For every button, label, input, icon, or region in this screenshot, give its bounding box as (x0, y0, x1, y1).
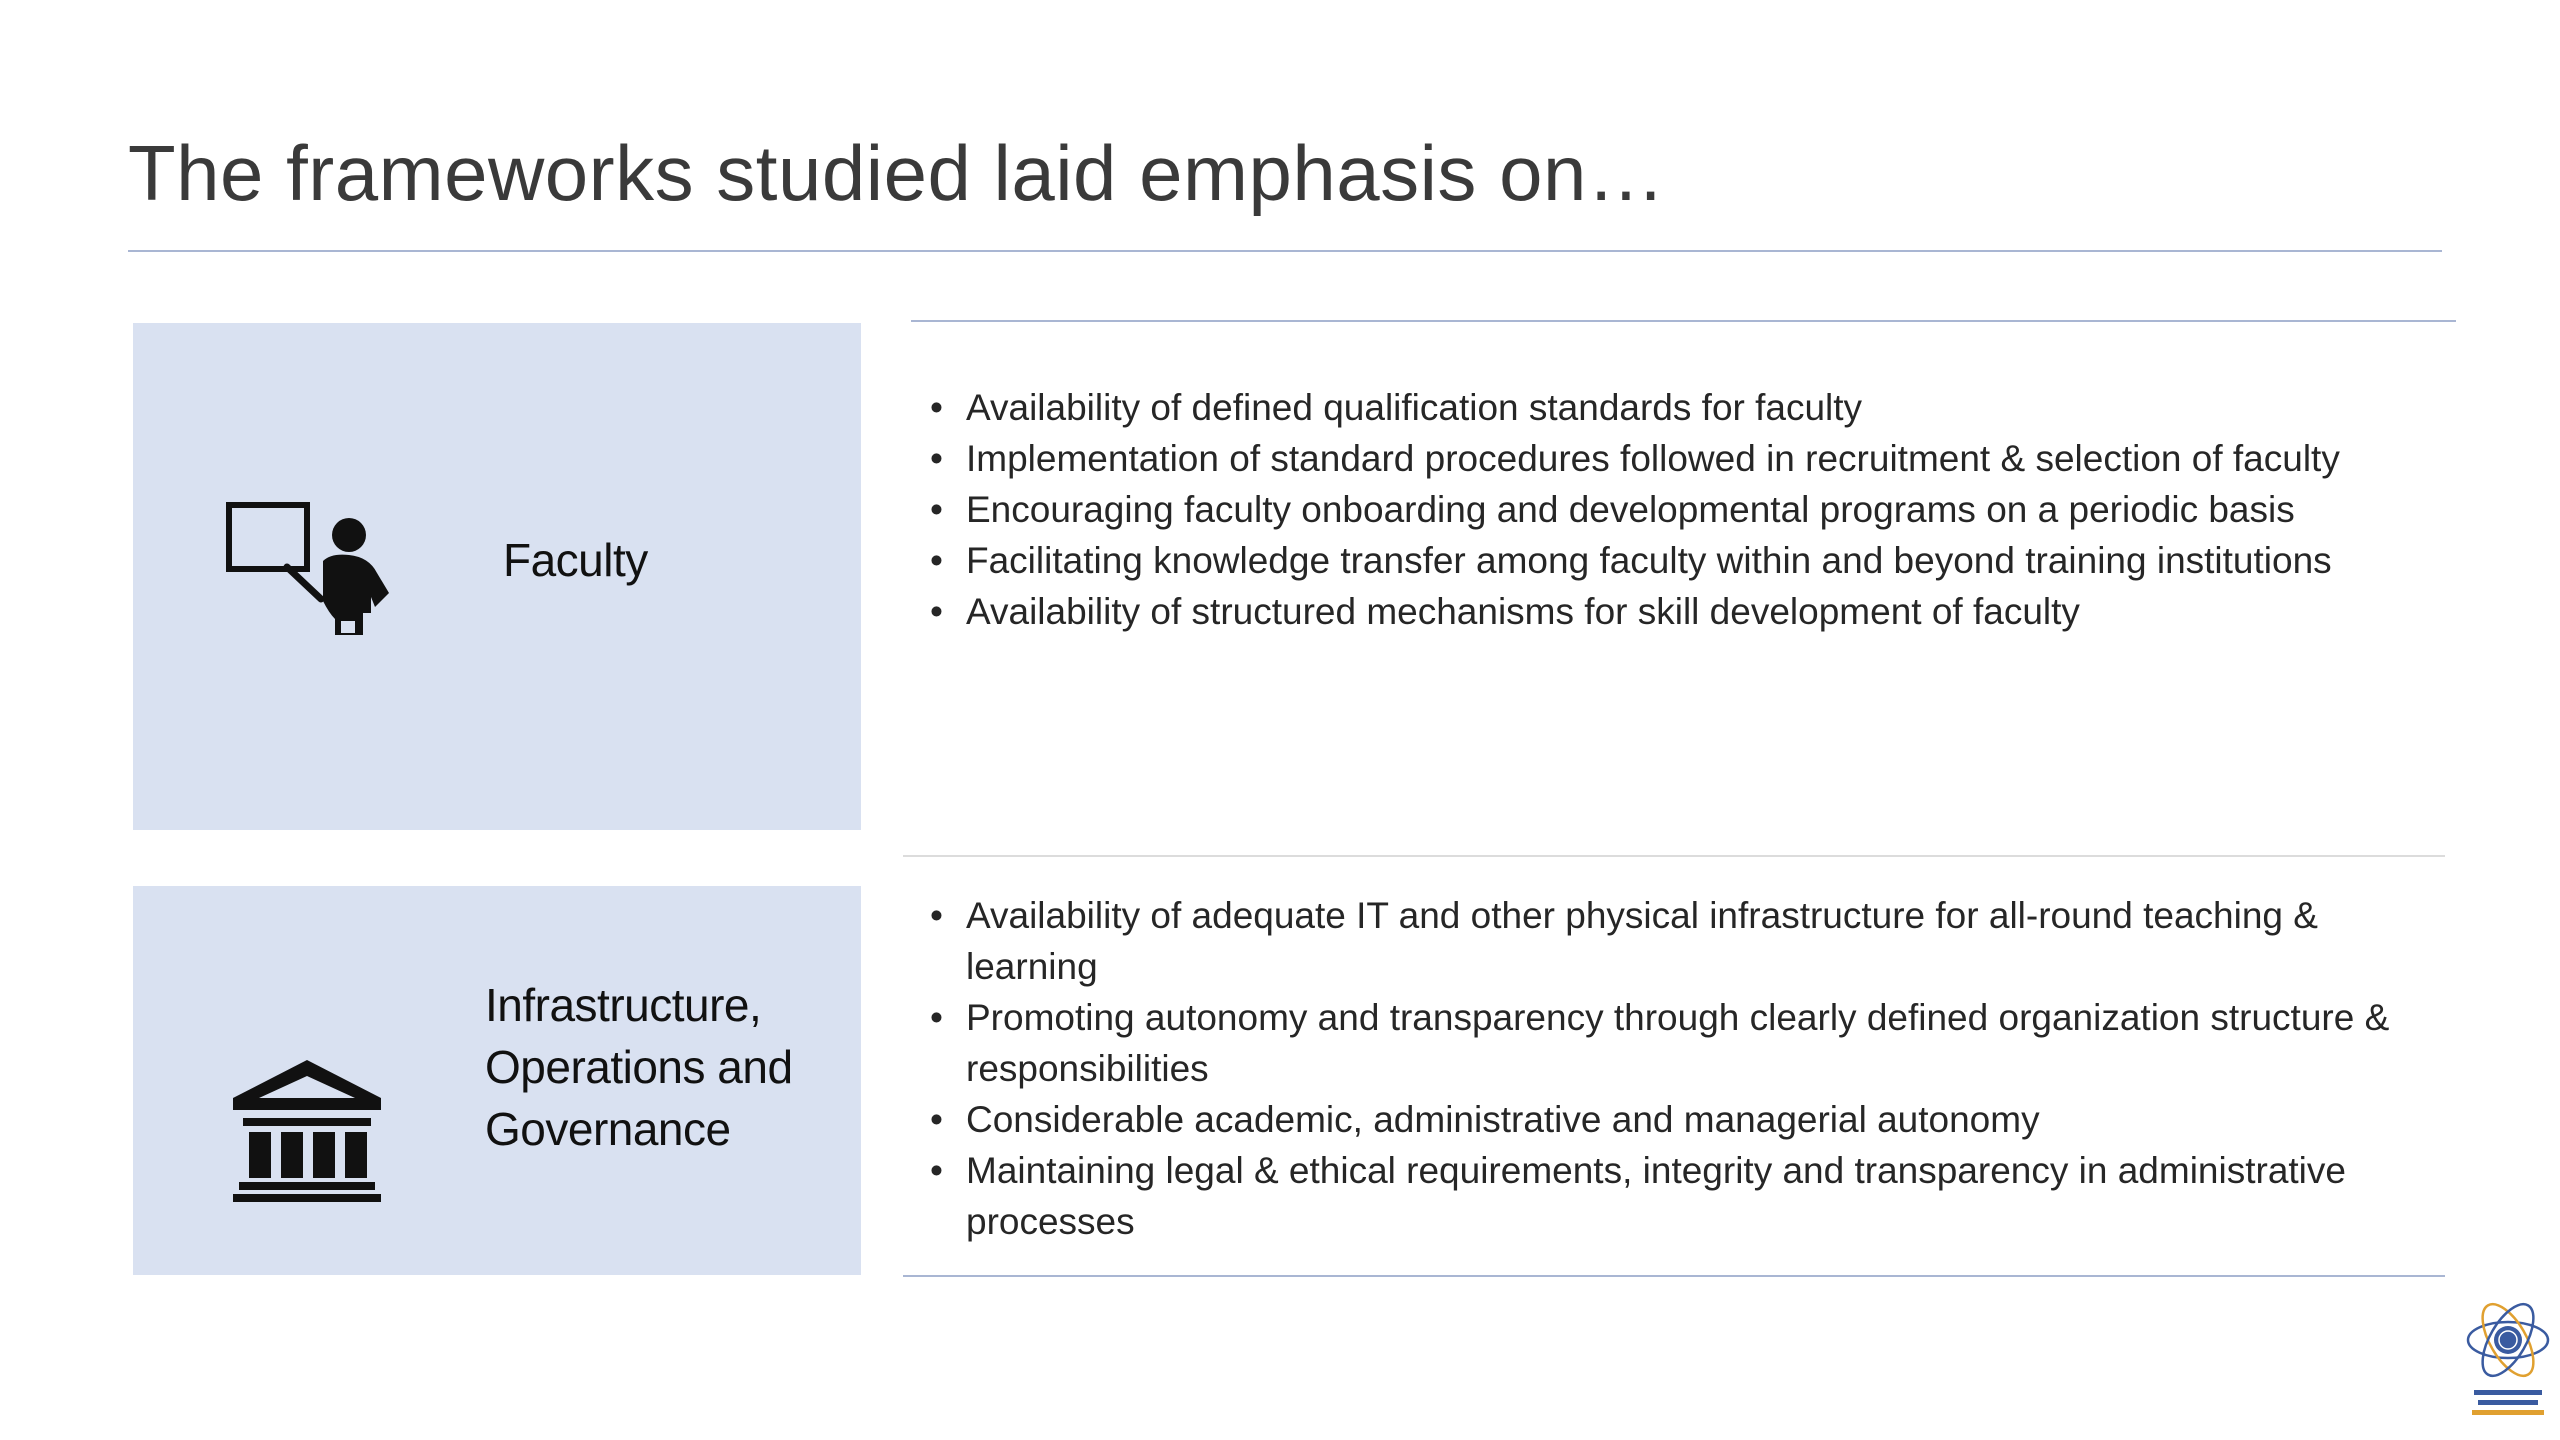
list-item: • Availability of adequate IT and other physical infrastructure for all-round teaching & learning (930, 890, 2430, 992)
capacity-building-commission-logo (2460, 1296, 2556, 1436)
list-item: • Considerable academic, administrative and managerial autonomy (930, 1094, 2430, 1145)
faculty-label: Faculty (503, 534, 648, 586)
list-item: • Promoting autonomy and transparency through clearly defined organization structure & responsibilities (930, 992, 2430, 1094)
slide-title: The frameworks studied laid emphasis on… (128, 129, 1666, 217)
infrastructure-bullet-list (930, 890, 2430, 1247)
list-item: • Facilitating knowledge transfer among faculty within and beyond training institutions (930, 535, 2430, 586)
faculty-panel (133, 323, 861, 830)
infrastructure-label: Infrastructure, Operations and Governance (485, 979, 793, 1155)
list-item: • Encouraging faculty onboarding and developmental programs on a periodic basis (930, 484, 2430, 535)
institution-building-icon (229, 1056, 385, 1202)
bottom-divider (903, 1275, 2445, 1277)
list-item: • Implementation of standard procedures followed in recruitment & selection of faculty (930, 433, 2430, 484)
section-divider (903, 855, 2445, 857)
infrastructure-panel (133, 886, 861, 1275)
faculty-top-divider (911, 320, 2456, 322)
list-item: • Availability of structured mechanisms for skill development of faculty (930, 586, 2430, 637)
list-item: • Availability of defined qualification standards for faculty (930, 382, 2430, 433)
title-divider (128, 250, 2442, 252)
faculty-bullet-list (930, 382, 2430, 637)
teacher-board-icon (225, 501, 395, 641)
list-item: • Maintaining legal & ethical requirements, integrity and transparency in administrative processes (930, 1145, 2430, 1247)
